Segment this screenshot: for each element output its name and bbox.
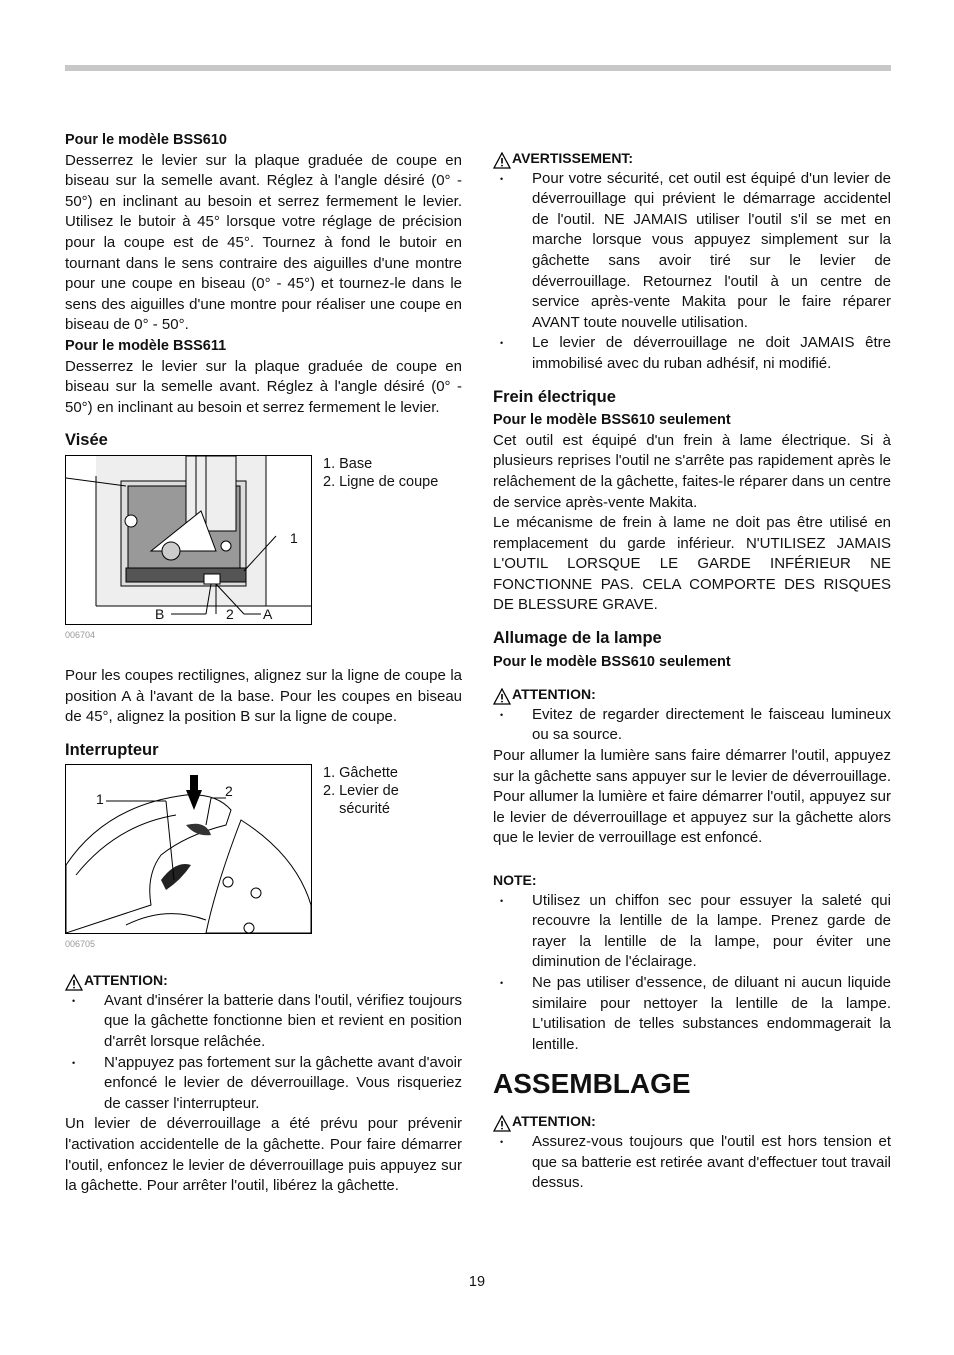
bss611-paragraph: Desserrez le levier sur la plaque graduée de coupe en biseau sur la semelle avant. Réglez à l'angle désiré (0° - 50°) en inclinant au besoin et serrez fermement le levier. [65,357,462,416]
warning-triangle-icon [493,152,511,169]
right-column [493,148,891,1194]
left-column [65,130,462,1197]
warning-triangle-icon [65,974,83,991]
frein-paragraph-2: Le mécanisme de frein à lame ne doit pas être utilisé en remplacement du garde inférieur. N'UTILISEZ JAMAIS L'OUTIL LORSQUE LE GARDE INFÉRIEUR NE FONCTIONNE PAS. CELA COMPORTE DES RISQUES DE BLESSURE GRAVE. [493,514,891,614]
lampe-heading: Allumage de la lampe [493,629,662,648]
interrupteur-heading: Interrupteur [65,740,159,759]
lampe-subheading: Pour le modèle BSS610 seulement [493,653,731,670]
warning-triangle-icon [493,688,511,705]
callout-2: 2 [226,605,234,622]
visee-paragraph: Pour les coupes rectilignes, alignez sur la ligne de coupe la position A à l'avant de la base. Pour les coupes en biseau de 45°, alignez la position B sur la ligne de coupe. [65,666,462,726]
figure-code: 006704 [65,629,96,640]
frein-subheading: Pour le modèle BSS610 seulement [493,412,731,429]
warning-list [493,169,891,375]
frein-heading: Frein électrique [493,387,616,406]
figure-interrupteur [65,764,462,952]
attention-label: ATTENTION: [512,686,596,703]
list-item: • Evitez de regarder directement le faisceau lumineux ou sa source. [493,705,891,746]
legend-item: 1. Base [323,455,373,472]
legend-item: sécurité [323,801,390,818]
attention-header [65,970,462,991]
header-rule [65,65,891,71]
lampe-paragraph: Pour allumer la lumière sans faire démarrer l'outil, appuyez sur la gâchette sans appuyer sur le levier de déverrouillage. Pour allumer la lumière et faire démarrer l'outil, appuyez sur le levier de déverrouillage et appuyez sur la gâchette alors que le levier de verrouillage est enfoncé. [493,747,891,847]
assemblage-attention-list [493,1132,891,1194]
note-label: NOTE: [493,872,537,888]
list-item: • N'appuyez pas fortement sur la gâchette avant d'avoir enfoncé le levier de déverrouillage. Vous risqueriez de casser l'interrupteur. [65,1053,462,1115]
list-item: • Le levier de déverrouillage ne doit JAMAIS être immobilisé avec du ruban adhésif, ni modifié. [493,333,891,374]
figure-interrupteur-legend [323,764,399,818]
list-item: • Assurez-vous toujours que l'outil est hors tension et que sa batterie est retirée avant d'effectuer tout travail dessus. [493,1132,891,1194]
bss610-subheading: Pour le modèle BSS610 [65,132,227,148]
callout-a: A [263,605,273,622]
frein-paragraph-1: Cet outil est équipé d'un frein à lame électrique. Si à plusieurs reprises l'outil ne s'arrête pas rapidement après le relâchement de la gâchette, faites-le réparer dans un centre de service après-vente Makita. [493,431,891,511]
attention-label: ATTENTION: [512,1113,596,1130]
interrupteur-paragraph: Un levier de déverrouillage a été prévu pour prévenir l'activation accidentelle de la gâchette. Pour faire démarrer l'outil, enfoncez le levier de déverrouillage puis appuyez sur la gâchette. Pour arrêter l'outil, libérez la gâchette. [65,1115,462,1195]
callout-2: 2 [225,783,233,800]
visee-heading: Visée [65,431,108,450]
list-item: • Utilisez un chiffon sec pour essuyer la saleté qui recouvre la lentille de la lampe. Prenez garde de rayer la lentille de la lampe, pour éviter une diminution de l'éclairage. [493,891,891,973]
callout-b: B [155,605,165,622]
list-item: • Avant d'insérer la batterie dans l'outil, vérifiez toujours que la gâchette fonctionne bien et revient en position d'arrêt lorsque relâchée. [65,991,462,1053]
list-item: • Pour votre sécurité, cet outil est équipé d'un levier de déverrouillage qui prévient le démarrage accidentel de l'outil. NE JAMAIS utiliser l'outil s'il se met en marche lorsque vous appuyez simplement sur la gâchette sans avoir tiré sur le levier de déverrouillage. Retournez l'outil à un centre de service après-vente Makita pour le faire réparer AVANT toute nouvelle utilisation. [493,169,891,334]
callout-1: 1 [290,529,298,546]
figure-interrupteur-illustration [65,764,312,934]
assemblage-heading: ASSEMBLAGE [493,1068,691,1100]
attention-label: ATTENTION: [84,972,168,989]
list-item: • Ne pas utiliser d'essence, de diluant ni aucun liquide similaire pour nettoyer la lentille de la lampe. L'utilisation de telles substances endommagerait la lentille. [493,973,891,1055]
warning-triangle-icon [493,1115,511,1132]
figure-code: 006705 [65,939,96,950]
note-list [493,891,891,1056]
attention-header [493,1111,891,1132]
lampe-attention-list [493,705,891,746]
bss610-paragraph: Desserrez le levier sur la plaque graduée de coupe en biseau sur la semelle avant. Réglez à l'angle désiré (0° - 50°) en inclinant au besoin et serrez fermement le levier. Utilisez le butoir à 45° lorsque votre réglage de précision pour la coupe est de 45°. Tournez à fond le butoir en tournant dans le sens contraire des aiguilles d'une montre pour une coupe en biseau (0° - 45°) et tournez-le dans le sens des aiguilles d'une montre pour réaliser une coupe en biseau de 0° - 50°. [65,151,462,334]
callout-1: 1 [96,791,104,808]
attention-list [65,991,462,1115]
legend-item: 2. Ligne de coupe [323,473,439,490]
warning-header [493,148,891,169]
figure-visee-illustration [65,455,312,625]
bss611-subheading: Pour le modèle BSS611 [65,337,227,354]
legend-item: 1. Gâchette [323,765,398,782]
legend-item: 2. Levier de [323,783,399,800]
page-number: 19 [468,1274,486,1290]
figure-visee-legend [323,455,438,491]
attention-header [493,684,891,705]
figure-visee [65,455,462,643]
note-header [493,870,891,891]
warning-label: AVERTISSEMENT: [512,150,634,166]
